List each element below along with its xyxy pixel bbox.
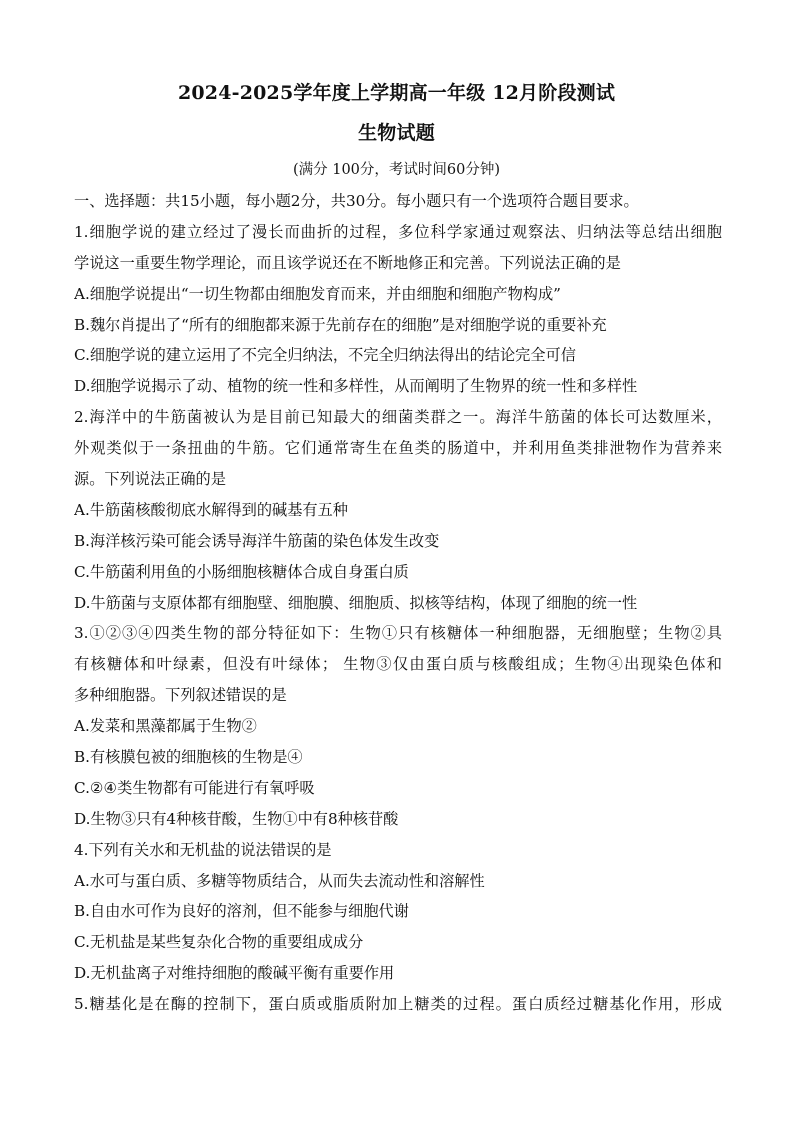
question-3-option-a: A.发菜和黑藻都属于生物②	[74, 717, 257, 736]
question-3-stem-line: 多种细胞器。下列叙述错误的是	[74, 686, 287, 705]
question-2-option-a: A.牛筋菌核酸彻底水解得到的碱基有五种	[74, 500, 348, 519]
question-2-stem-line: 外观类似于一条扭曲的牛筋。它们通常寄生在鱼类的肠道中，并利用鱼类排泄物作为营养来	[74, 439, 722, 458]
exam-title: 2024-2025学年度上学期高一年级 12月阶段测试	[177, 82, 616, 104]
question-4-option-b: B.自由水可作为良好的溶剂，但不能参与细胞代谢	[74, 902, 409, 921]
question-3-option-c: C.②④类生物都有可能进行有氧呼吸	[74, 778, 315, 797]
subject-title: 生物试题	[358, 122, 435, 144]
question-1-option-b: B.魏尔肖提出了“所有的细胞都来源于先前存在的细胞”是对细胞学说的重要补充	[74, 315, 607, 334]
exam-content	[74, 186, 722, 1020]
question-1-option-c: C.细胞学说的建立运用了不完全归纳法，不完全归纳法得出的结论完全可信	[74, 346, 576, 365]
question-2-stem-line: 源。下列说法正确的是	[74, 470, 226, 489]
question-2-stem-line: 2.海洋中的牛筋菌被认为是目前已知最大的细菌类群之一。海洋牛筋菌的体长可达数厘米，	[74, 408, 722, 427]
exam-subtitle: (满分 100分，考试时间60分钟)	[292, 162, 501, 178]
question-4-option-c: C.无机盐是某些复杂化合物的重要组成成分	[74, 933, 364, 952]
question-4-stem-line: 4.下列有关水和无机盐的说法错误的是	[74, 840, 332, 859]
question-1-stem-line: 学说这一重要生物学理论，而且该学说还在不断地修正和完善。下列说法正确的是	[74, 253, 621, 272]
question-2-option-b: B.海洋核污染可能会诱导海洋牛筋菌的染色体发生改变	[74, 531, 440, 550]
question-1-stem-line: 1.细胞学说的建立经过了漫长而曲折的过程，多位科学家通过观察法、归纳法等总结出细胞	[74, 222, 722, 241]
question-5-stem-line: 5.糖基化是在酶的控制下，蛋白质或脂质附加上糖类的过程。蛋白质经过糖基化作用，形成	[74, 995, 722, 1014]
section-heading: 一、选择题：共15小题，每小题2分，共30分。每小题只有一个选项符合题目要求。	[74, 192, 639, 210]
question-1-option-d: D.细胞学说揭示了动、植物的统一性和多样性，从而阐明了生物界的统一性和多样性	[74, 377, 638, 396]
question-3-stem-line: 3.①②③④四类生物的部分特征如下：生物①只有核糖体一种细胞器，无细胞壁；生物②具	[74, 624, 722, 643]
question-3-stem-line: 有核糖体和叶绿素，但没有叶绿体； 生物③仅由蛋白质与核酸组成；生物④出现染色体和	[74, 655, 722, 674]
question-4-option-d: D.无机盐离子对维持细胞的酸碱平衡有重要作用	[74, 964, 395, 983]
question-4-option-a: A.水可与蛋白质、多糖等物质结合，从而失去流动性和溶解性	[74, 871, 485, 890]
question-1-option-a: A.细胞学说提出“一切生物都由细胞发育而来，并由细胞和细胞产物构成”	[74, 284, 561, 303]
question-2-option-d: D.牛筋菌与支原体都有细胞壁、细胞膜、细胞质、拟核等结构，体现了细胞的统一性	[74, 593, 638, 612]
question-3-option-d: D.生物③只有4种核苷酸，生物①中有8种核苷酸	[74, 809, 399, 828]
question-2-option-c: C.牛筋菌利用鱼的小肠细胞核糖体合成自身蛋白质	[74, 562, 409, 581]
question-3-option-b: B.有核膜包被的细胞核的生物是④	[74, 748, 303, 767]
